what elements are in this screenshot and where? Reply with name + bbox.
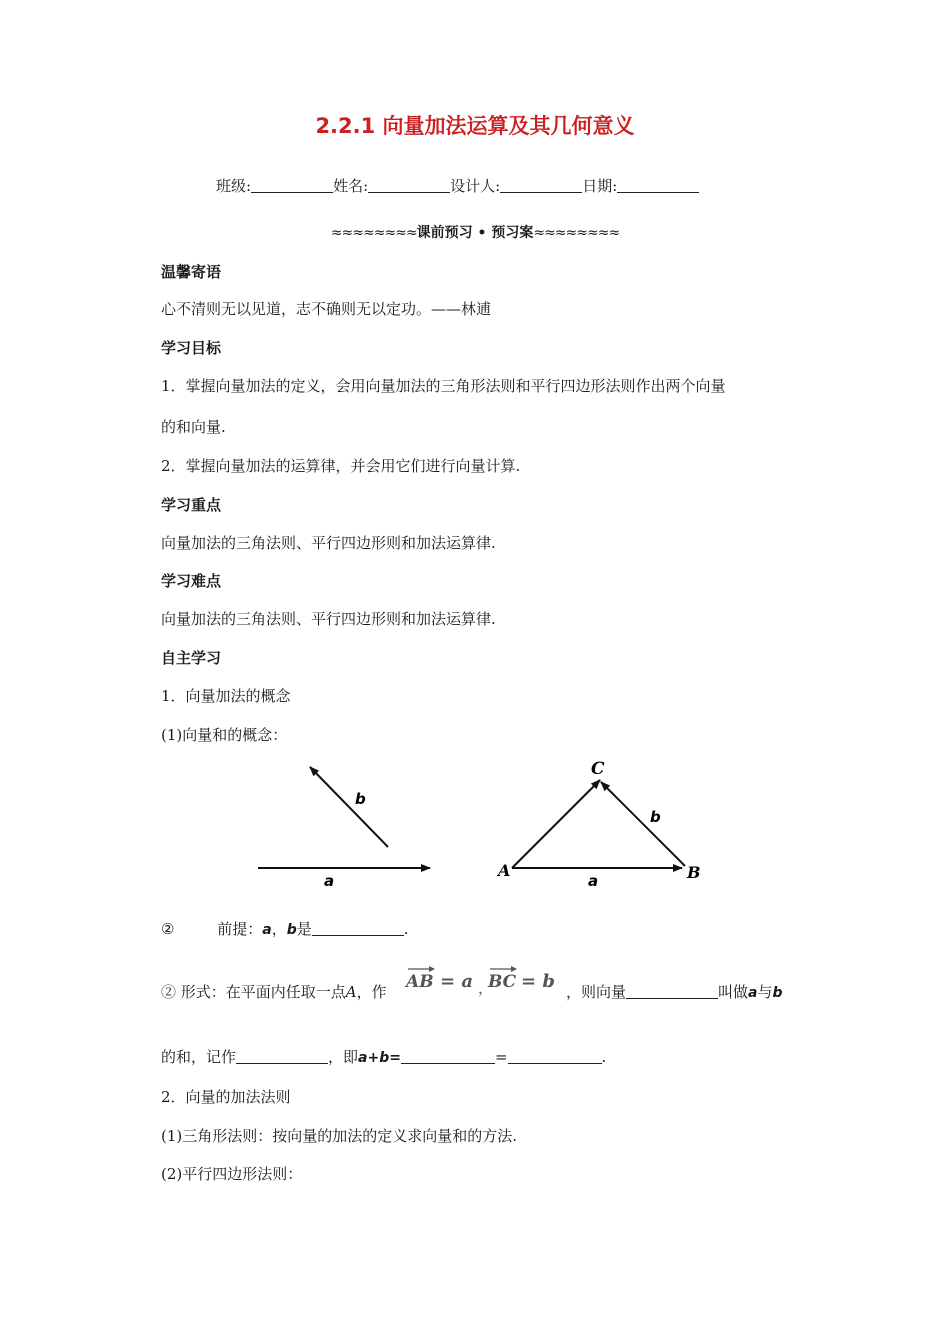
ab-vector: AB	[406, 972, 434, 992]
section-banner	[0, 222, 950, 242]
focus-text: 向量加法的三角法则、平行四边形则和加法运算律.	[161, 534, 496, 552]
premise-is: 是	[296, 920, 312, 938]
item-1: 1．向量加法的概念	[161, 687, 291, 705]
label-point-A: A	[498, 861, 511, 880]
goal-2: 2．掌握向量加法的运算律，并会用它们进行向量计算.	[161, 457, 521, 475]
premise-marker: ②	[161, 920, 175, 938]
vector-b-right	[601, 782, 685, 866]
bc-vector: BC	[488, 972, 517, 992]
goals-heading: 学习目标	[161, 339, 222, 357]
rule-1: (1)三角形法则：按向量的加法的定义求向量和的方法.	[161, 1127, 518, 1145]
form-vector-blank[interactable]	[626, 984, 718, 999]
form-point-A: A	[345, 983, 357, 1001]
sum-notation-blank[interactable]	[236, 1049, 328, 1064]
item-1-sub: (1)向量和的概念：	[161, 726, 288, 744]
warm-words-heading: 温馨寄语	[161, 263, 222, 281]
sum-blank-1[interactable]	[401, 1049, 495, 1064]
form-a: a	[748, 985, 758, 1001]
self-study-heading: 自主学习	[161, 649, 222, 667]
focus-heading: 学习重点	[161, 496, 222, 514]
designer-label: 设计人:	[450, 177, 501, 195]
bc-equals-b: = b	[521, 971, 555, 992]
label-a-right: a	[588, 872, 599, 890]
form-b: b	[772, 985, 783, 1001]
name-blank[interactable]	[368, 178, 450, 193]
form-prefix: ② 形式：在平面内任取一点	[161, 983, 346, 1001]
form-suffix-line	[566, 981, 783, 1002]
sum-expr: a+b=	[358, 1050, 401, 1066]
class-blank[interactable]	[251, 178, 333, 193]
banner-wave-right: ≈≈≈≈≈≈≈≈	[533, 225, 620, 241]
vector-b-left	[310, 767, 388, 847]
sum-eq: =	[494, 1048, 508, 1066]
sum-blank-2[interactable]	[508, 1049, 602, 1064]
info-line	[216, 175, 699, 196]
goal-1-line1: 1．掌握向量加法的定义，会用向量加法的三角形法则和平行四边形法则作出两个向量	[161, 377, 726, 395]
date-blank[interactable]	[617, 178, 699, 193]
vector-definition-formula	[404, 960, 569, 1000]
form-make: ，作	[356, 983, 387, 1001]
formula-comma: ，	[478, 979, 494, 997]
difficulty-heading: 学习难点	[161, 572, 222, 590]
name-label: 姓名:	[333, 177, 369, 195]
item-2: 2．向量的加法法则	[161, 1088, 291, 1106]
date-label: 日期:	[582, 177, 618, 195]
label-point-B: B	[687, 863, 701, 882]
goal-1-line2: 的和向量.	[161, 418, 226, 436]
premise-period: .	[403, 920, 409, 938]
ab-equals-a: = a	[440, 971, 474, 992]
premise-a: a	[262, 922, 272, 938]
form-then: ，则向量	[566, 983, 627, 1001]
premise-line	[161, 918, 409, 939]
designer-blank[interactable]	[500, 178, 582, 193]
vector-sum-ac	[512, 780, 600, 868]
premise-b: b	[286, 922, 297, 938]
premise-sep: ，	[271, 920, 287, 938]
label-point-C: C	[591, 759, 605, 779]
label-b-left: b	[355, 790, 366, 808]
rule-2: (2)平行四边形法则：	[161, 1165, 303, 1183]
premise-label: 前提：	[217, 920, 263, 938]
banner-wave-left: ≈≈≈≈≈≈≈≈	[330, 225, 417, 241]
difficulty-text: 向量加法的三角法则、平行四边形则和加法运算律.	[161, 610, 496, 628]
warm-words-text: 心不清则无以见道，志不确则无以定功。——林逋	[161, 300, 492, 318]
banner-text: 课前预习 • 预习案	[416, 225, 534, 241]
form-prefix-line	[161, 981, 387, 1002]
sum-period: .	[601, 1048, 607, 1066]
form-called: 叫做	[718, 983, 749, 1001]
sum-prefix: 的和，记作	[161, 1048, 237, 1066]
label-b-right: b	[650, 808, 661, 826]
label-a-left: a	[324, 872, 335, 890]
premise-blank[interactable]	[312, 921, 404, 936]
sum-ie: ，即	[328, 1048, 359, 1066]
class-label: 班级:	[216, 177, 252, 195]
form-and: 与	[757, 983, 773, 1001]
page-title: 2.2.1 向量加法运算及其几何意义	[315, 114, 635, 138]
vector-diagram	[240, 750, 720, 890]
sum-line	[161, 1046, 606, 1067]
